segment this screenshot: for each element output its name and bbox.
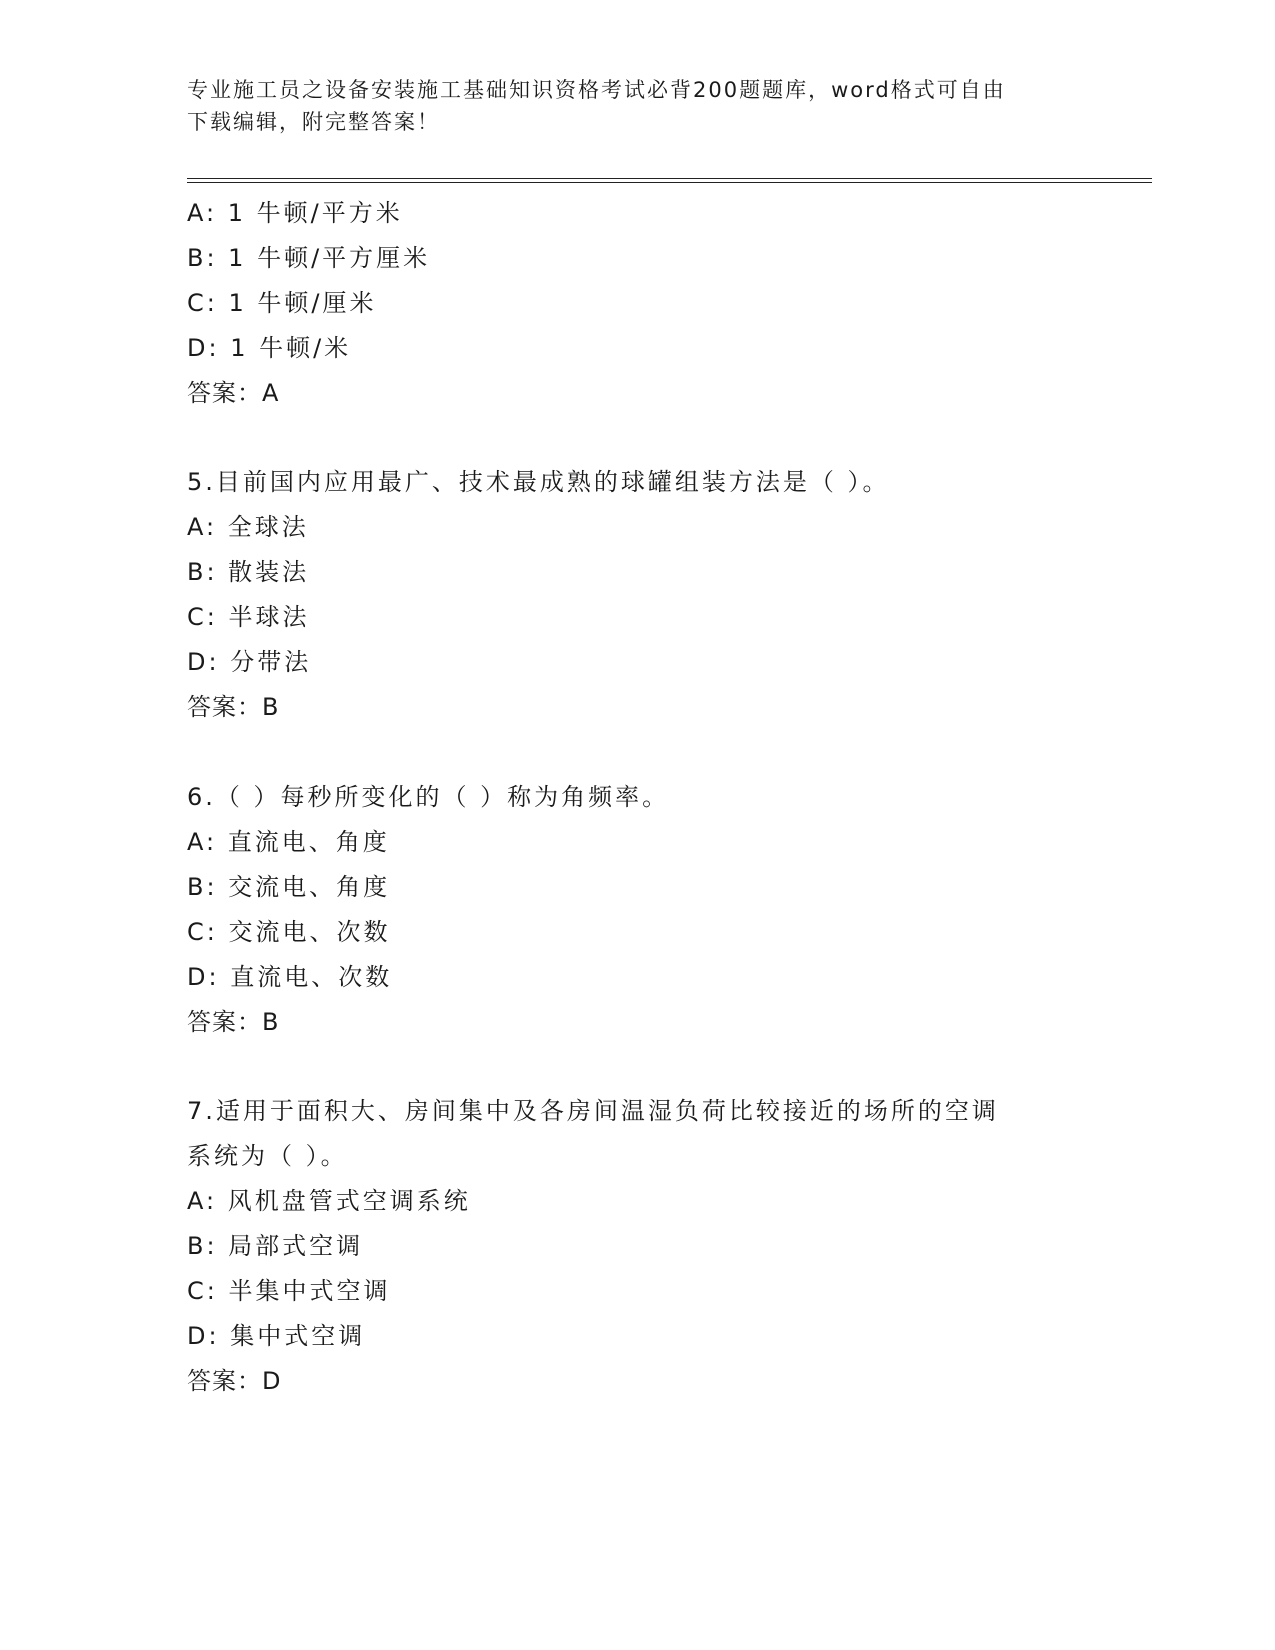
document-header: [187, 74, 1067, 138]
q6-option-b: B: 交流电、角度: [187, 873, 391, 901]
q7-option-c: C: 半集中式空调: [187, 1277, 391, 1305]
q4-option-a: A: 1 牛顿/平方米: [187, 199, 403, 227]
q6-option-a: A: 直流电、角度: [187, 828, 390, 856]
q4-option-d: D: 1 牛顿/米: [187, 334, 352, 362]
header-line-2: 下载编辑，附完整答案！: [187, 110, 440, 134]
q6-question: 6.（ ）每秒所变化的（ ）称为角频率。: [187, 783, 670, 811]
header-line-1: 专业施工员之设备安装施工基础知识资格考试必背200题题库，word格式可自由: [187, 78, 1006, 102]
q7-question-line-1: 7.适用于面积大、房间集中及各房间温湿负荷比较接近的场所的空调: [187, 1097, 999, 1125]
header-rule-bottom: [187, 182, 1152, 183]
q5-question: 5.目前国内应用最广、技术最成熟的球罐组装方法是（ ）。: [187, 468, 890, 496]
q5-option-c: C: 半球法: [187, 603, 310, 631]
q6-answer: 答案：B: [187, 1008, 280, 1036]
q5-option-b: B: 散装法: [187, 558, 310, 586]
q6-option-d: D: 直流电、次数: [187, 963, 393, 991]
q7-option-a: A: 风机盘管式空调系统: [187, 1187, 471, 1215]
q5-answer: 答案：B: [187, 693, 280, 721]
q4-option-c: C: 1 牛顿/厘米: [187, 289, 377, 317]
q5-option-a: A: 全球法: [187, 513, 309, 541]
q4-option-b: B: 1 牛顿/平方厘米: [187, 244, 431, 272]
q4-answer: 答案：A: [187, 379, 280, 407]
q7-option-d: D: 集中式空调: [187, 1322, 366, 1350]
q6-option-c: C: 交流电、次数: [187, 918, 391, 946]
q5-option-d: D: 分带法: [187, 648, 312, 676]
q7-option-b: B: 局部式空调: [187, 1232, 364, 1260]
q7-question-line-2: 系统为（ ）。: [187, 1142, 348, 1170]
header-rule-top: [187, 178, 1152, 179]
q7-answer: 答案：D: [187, 1367, 282, 1395]
